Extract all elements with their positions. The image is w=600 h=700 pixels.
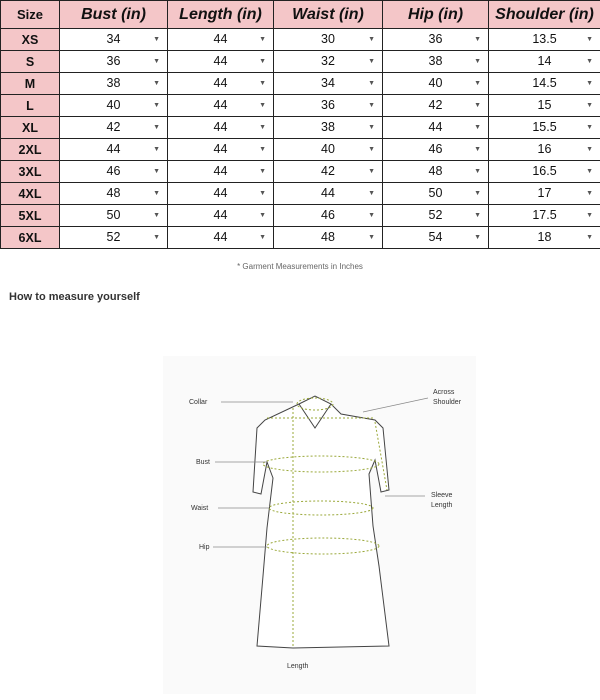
dropdown-arrow-icon[interactable]: ▼ bbox=[474, 234, 481, 241]
dropdown-cell[interactable] bbox=[489, 139, 600, 161]
dropdown-arrow-icon[interactable]: ▼ bbox=[153, 58, 160, 65]
cell-value: 44 bbox=[213, 98, 228, 112]
measurement-diagram bbox=[163, 356, 476, 694]
cell-value: 48 bbox=[428, 164, 443, 178]
cell-value: 34 bbox=[321, 76, 335, 90]
dropdown-cell[interactable] bbox=[489, 183, 600, 205]
dropdown-cell[interactable] bbox=[274, 117, 383, 139]
dropdown-cell[interactable] bbox=[383, 95, 489, 117]
table-row bbox=[1, 139, 600, 161]
header-col-4: Hip (in) bbox=[383, 1, 489, 29]
dropdown-cell[interactable] bbox=[383, 161, 489, 183]
dropdown-cell[interactable] bbox=[383, 29, 489, 51]
cell-value: 46 bbox=[321, 208, 335, 222]
cell-value: 44 bbox=[106, 142, 121, 156]
dropdown-cell[interactable] bbox=[489, 161, 600, 183]
size-label: S bbox=[1, 51, 60, 73]
size-chart-table bbox=[0, 0, 600, 249]
dropdown-cell[interactable] bbox=[274, 29, 383, 51]
dropdown-arrow-icon[interactable]: ▼ bbox=[586, 36, 593, 43]
size-label: L bbox=[1, 95, 60, 117]
dropdown-cell[interactable] bbox=[489, 205, 600, 227]
cell-value: 18 bbox=[537, 230, 552, 244]
dropdown-cell[interactable] bbox=[489, 117, 600, 139]
cell-value: 42 bbox=[321, 164, 335, 178]
size-label: 2XL bbox=[1, 139, 60, 161]
dropdown-cell[interactable] bbox=[383, 51, 489, 73]
dropdown-arrow-icon[interactable]: ▼ bbox=[368, 36, 375, 43]
dropdown-cell[interactable] bbox=[274, 205, 383, 227]
dropdown-arrow-icon[interactable]: ▼ bbox=[474, 190, 481, 197]
dropdown-arrow-icon[interactable]: ▼ bbox=[368, 168, 375, 175]
cell-value: 44 bbox=[213, 32, 228, 46]
length-label: Length bbox=[287, 663, 309, 670]
size-label: XS bbox=[1, 29, 60, 51]
dropdown-arrow-icon[interactable]: ▼ bbox=[586, 80, 593, 87]
measure-section-title: How to measure yourself bbox=[9, 291, 140, 303]
size-label: 3XL bbox=[1, 161, 60, 183]
dropdown-arrow-icon[interactable]: ▼ bbox=[259, 212, 266, 219]
dropdown-cell[interactable] bbox=[274, 139, 383, 161]
cell-value: 30 bbox=[321, 32, 335, 46]
cell-value: 50 bbox=[106, 208, 121, 222]
dropdown-cell[interactable] bbox=[168, 205, 274, 227]
cell-value: 44 bbox=[213, 230, 228, 244]
dropdown-cell[interactable] bbox=[60, 29, 168, 51]
dropdown-cell[interactable] bbox=[489, 73, 600, 95]
dropdown-cell[interactable] bbox=[274, 73, 383, 95]
size-label: XL bbox=[1, 117, 60, 139]
dropdown-arrow-icon[interactable]: ▼ bbox=[368, 190, 375, 197]
dropdown-arrow-icon[interactable]: ▼ bbox=[153, 124, 160, 131]
cell-value: 16.5 bbox=[532, 164, 557, 178]
dropdown-arrow-icon[interactable]: ▼ bbox=[368, 102, 375, 109]
table-row bbox=[1, 117, 600, 139]
table-row bbox=[1, 227, 600, 249]
cell-value: 38 bbox=[428, 54, 443, 68]
cell-value: 40 bbox=[428, 76, 443, 90]
dropdown-arrow-icon[interactable]: ▼ bbox=[586, 124, 593, 131]
table-row bbox=[1, 161, 600, 183]
dropdown-cell[interactable] bbox=[168, 51, 274, 73]
cell-value: 14.5 bbox=[532, 76, 557, 90]
dropdown-arrow-icon[interactable]: ▼ bbox=[368, 58, 375, 65]
dropdown-arrow-icon[interactable]: ▼ bbox=[368, 212, 375, 219]
dropdown-arrow-icon[interactable]: ▼ bbox=[259, 146, 266, 153]
dropdown-cell[interactable] bbox=[274, 51, 383, 73]
cell-value: 48 bbox=[321, 230, 335, 244]
dropdown-cell[interactable] bbox=[489, 51, 600, 73]
cell-value: 36 bbox=[428, 32, 443, 46]
dropdown-arrow-icon[interactable]: ▼ bbox=[586, 212, 593, 219]
dress-outline bbox=[253, 396, 389, 648]
dropdown-arrow-icon[interactable]: ▼ bbox=[368, 146, 375, 153]
dropdown-cell[interactable] bbox=[274, 183, 383, 205]
dropdown-arrow-icon[interactable]: ▼ bbox=[259, 80, 266, 87]
dropdown-cell[interactable] bbox=[60, 205, 168, 227]
dropdown-cell[interactable] bbox=[274, 95, 383, 117]
cell-value: 40 bbox=[106, 98, 121, 112]
cell-value: 44 bbox=[213, 208, 228, 222]
cell-value: 44 bbox=[428, 120, 443, 134]
cell-value: 13.5 bbox=[532, 32, 557, 46]
dropdown-arrow-icon[interactable]: ▼ bbox=[368, 80, 375, 87]
dropdown-arrow-icon[interactable]: ▼ bbox=[259, 124, 266, 131]
dropdown-cell[interactable] bbox=[168, 161, 274, 183]
cell-value: 46 bbox=[106, 164, 121, 178]
size-label: 6XL bbox=[1, 227, 60, 249]
across-label: Across bbox=[433, 389, 455, 396]
cell-value: 50 bbox=[428, 186, 443, 200]
dropdown-cell[interactable] bbox=[383, 117, 489, 139]
dropdown-arrow-icon[interactable]: ▼ bbox=[474, 212, 481, 219]
dropdown-cell[interactable] bbox=[274, 227, 383, 249]
dropdown-arrow-icon[interactable]: ▼ bbox=[153, 102, 160, 109]
dropdown-cell[interactable] bbox=[168, 95, 274, 117]
cell-value: 17 bbox=[537, 186, 552, 200]
dropdown-arrow-icon[interactable]: ▼ bbox=[586, 190, 593, 197]
size-label: 4XL bbox=[1, 183, 60, 205]
bust-label: Bust bbox=[196, 459, 211, 466]
dropdown-cell[interactable] bbox=[168, 183, 274, 205]
dropdown-arrow-icon[interactable]: ▼ bbox=[259, 168, 266, 175]
header-col-5: Shoulder (in) bbox=[489, 1, 600, 29]
cell-value: 46 bbox=[428, 142, 443, 156]
dropdown-arrow-icon[interactable]: ▼ bbox=[153, 190, 160, 197]
dropdown-cell[interactable] bbox=[168, 29, 274, 51]
dropdown-cell[interactable] bbox=[383, 205, 489, 227]
dropdown-cell[interactable] bbox=[168, 117, 274, 139]
size-label: 5XL bbox=[1, 205, 60, 227]
dropdown-arrow-icon[interactable]: ▼ bbox=[474, 168, 481, 175]
table-body bbox=[1, 29, 600, 249]
cell-value: 16 bbox=[537, 142, 552, 156]
dropdown-cell[interactable] bbox=[383, 73, 489, 95]
cell-value: 38 bbox=[106, 76, 121, 90]
cell-value: 42 bbox=[106, 120, 121, 134]
dropdown-arrow-icon[interactable]: ▼ bbox=[586, 102, 593, 109]
table-row bbox=[1, 205, 600, 227]
dropdown-arrow-icon[interactable]: ▼ bbox=[153, 234, 160, 241]
dropdown-arrow-icon[interactable]: ▼ bbox=[259, 58, 266, 65]
dropdown-cell[interactable] bbox=[168, 73, 274, 95]
dropdown-arrow-icon[interactable]: ▼ bbox=[474, 124, 481, 131]
cell-value: 36 bbox=[106, 54, 121, 68]
cell-value: 52 bbox=[428, 208, 443, 222]
dropdown-arrow-icon[interactable]: ▼ bbox=[586, 58, 593, 65]
dropdown-arrow-icon[interactable]: ▼ bbox=[474, 58, 481, 65]
dropdown-arrow-icon[interactable]: ▼ bbox=[259, 234, 266, 241]
dropdown-cell[interactable] bbox=[489, 95, 600, 117]
size-label: M bbox=[1, 73, 60, 95]
dropdown-cell[interactable] bbox=[383, 139, 489, 161]
table-row bbox=[1, 183, 600, 205]
dropdown-arrow-icon[interactable]: ▼ bbox=[153, 212, 160, 219]
cell-value: 44 bbox=[321, 186, 335, 200]
cell-value: 52 bbox=[106, 230, 121, 244]
cell-value: 44 bbox=[213, 186, 228, 200]
dropdown-arrow-icon[interactable]: ▼ bbox=[586, 234, 593, 241]
cell-value: 34 bbox=[106, 32, 121, 46]
dropdown-arrow-icon[interactable]: ▼ bbox=[153, 80, 160, 87]
dropdown-arrow-icon[interactable]: ▼ bbox=[586, 146, 593, 153]
cell-value: 44 bbox=[213, 76, 228, 90]
header-row bbox=[1, 1, 600, 29]
dropdown-cell[interactable] bbox=[60, 117, 168, 139]
dropdown-arrow-icon[interactable]: ▼ bbox=[368, 234, 375, 241]
cell-value: 32 bbox=[321, 54, 335, 68]
shoulder-label: Shoulder bbox=[433, 399, 462, 406]
cell-value: 17.5 bbox=[532, 208, 557, 222]
dropdown-arrow-icon[interactable]: ▼ bbox=[474, 36, 481, 43]
dropdown-cell[interactable] bbox=[274, 161, 383, 183]
table-row bbox=[1, 73, 600, 95]
table-row bbox=[1, 95, 600, 117]
dropdown-cell[interactable] bbox=[60, 227, 168, 249]
dropdown-arrow-icon[interactable]: ▼ bbox=[259, 102, 266, 109]
sleeve-length-label: Length bbox=[431, 502, 453, 509]
cell-value: 48 bbox=[106, 186, 121, 200]
dropdown-cell[interactable] bbox=[60, 73, 168, 95]
header-col-2: Length (in) bbox=[168, 1, 274, 29]
dropdown-cell[interactable] bbox=[383, 227, 489, 249]
cell-value: 15 bbox=[537, 98, 552, 112]
dropdown-arrow-icon[interactable]: ▼ bbox=[153, 168, 160, 175]
dress-diagram-svg bbox=[163, 356, 476, 694]
dropdown-arrow-icon[interactable]: ▼ bbox=[474, 102, 481, 109]
dropdown-arrow-icon[interactable]: ▼ bbox=[153, 36, 160, 43]
sleeve-label: Sleeve bbox=[431, 492, 453, 499]
dropdown-arrow-icon[interactable]: ▼ bbox=[259, 190, 266, 197]
dropdown-arrow-icon[interactable]: ▼ bbox=[474, 80, 481, 87]
dropdown-arrow-icon[interactable]: ▼ bbox=[153, 146, 160, 153]
dropdown-cell[interactable] bbox=[60, 139, 168, 161]
footnote: * Garment Measurements in Inches bbox=[237, 262, 363, 271]
dropdown-arrow-icon[interactable]: ▼ bbox=[368, 124, 375, 131]
cell-value: 54 bbox=[428, 230, 443, 244]
table-row bbox=[1, 51, 600, 73]
table-row bbox=[1, 29, 600, 51]
cell-value: 40 bbox=[321, 142, 335, 156]
dropdown-cell[interactable] bbox=[60, 51, 168, 73]
waist-label: Waist bbox=[191, 505, 209, 512]
header-col-3: Waist (in) bbox=[274, 1, 383, 29]
cell-value: 38 bbox=[321, 120, 335, 134]
dropdown-cell[interactable] bbox=[60, 95, 168, 117]
cell-value: 36 bbox=[321, 98, 335, 112]
cell-value: 42 bbox=[428, 98, 443, 112]
dropdown-cell[interactable] bbox=[168, 139, 274, 161]
dropdown-cell[interactable] bbox=[489, 227, 600, 249]
dropdown-cell[interactable] bbox=[60, 183, 168, 205]
cell-value: 44 bbox=[213, 164, 228, 178]
dropdown-cell[interactable] bbox=[383, 183, 489, 205]
dropdown-cell[interactable] bbox=[168, 227, 274, 249]
collar-label: Collar bbox=[189, 399, 208, 406]
dropdown-arrow-icon[interactable]: ▼ bbox=[259, 36, 266, 43]
dropdown-cell[interactable] bbox=[489, 29, 600, 51]
header-col-1: Bust (in) bbox=[60, 1, 168, 29]
hip-label: Hip bbox=[199, 544, 210, 551]
dropdown-cell[interactable] bbox=[60, 161, 168, 183]
cell-value: 15.5 bbox=[532, 120, 557, 134]
cell-value: 14 bbox=[537, 54, 552, 68]
cell-value: 44 bbox=[213, 142, 228, 156]
dropdown-arrow-icon[interactable]: ▼ bbox=[586, 168, 593, 175]
cell-value: 44 bbox=[213, 120, 228, 134]
header-size: Size bbox=[1, 1, 60, 29]
cell-value: 44 bbox=[213, 54, 228, 68]
dropdown-arrow-icon[interactable]: ▼ bbox=[474, 146, 481, 153]
